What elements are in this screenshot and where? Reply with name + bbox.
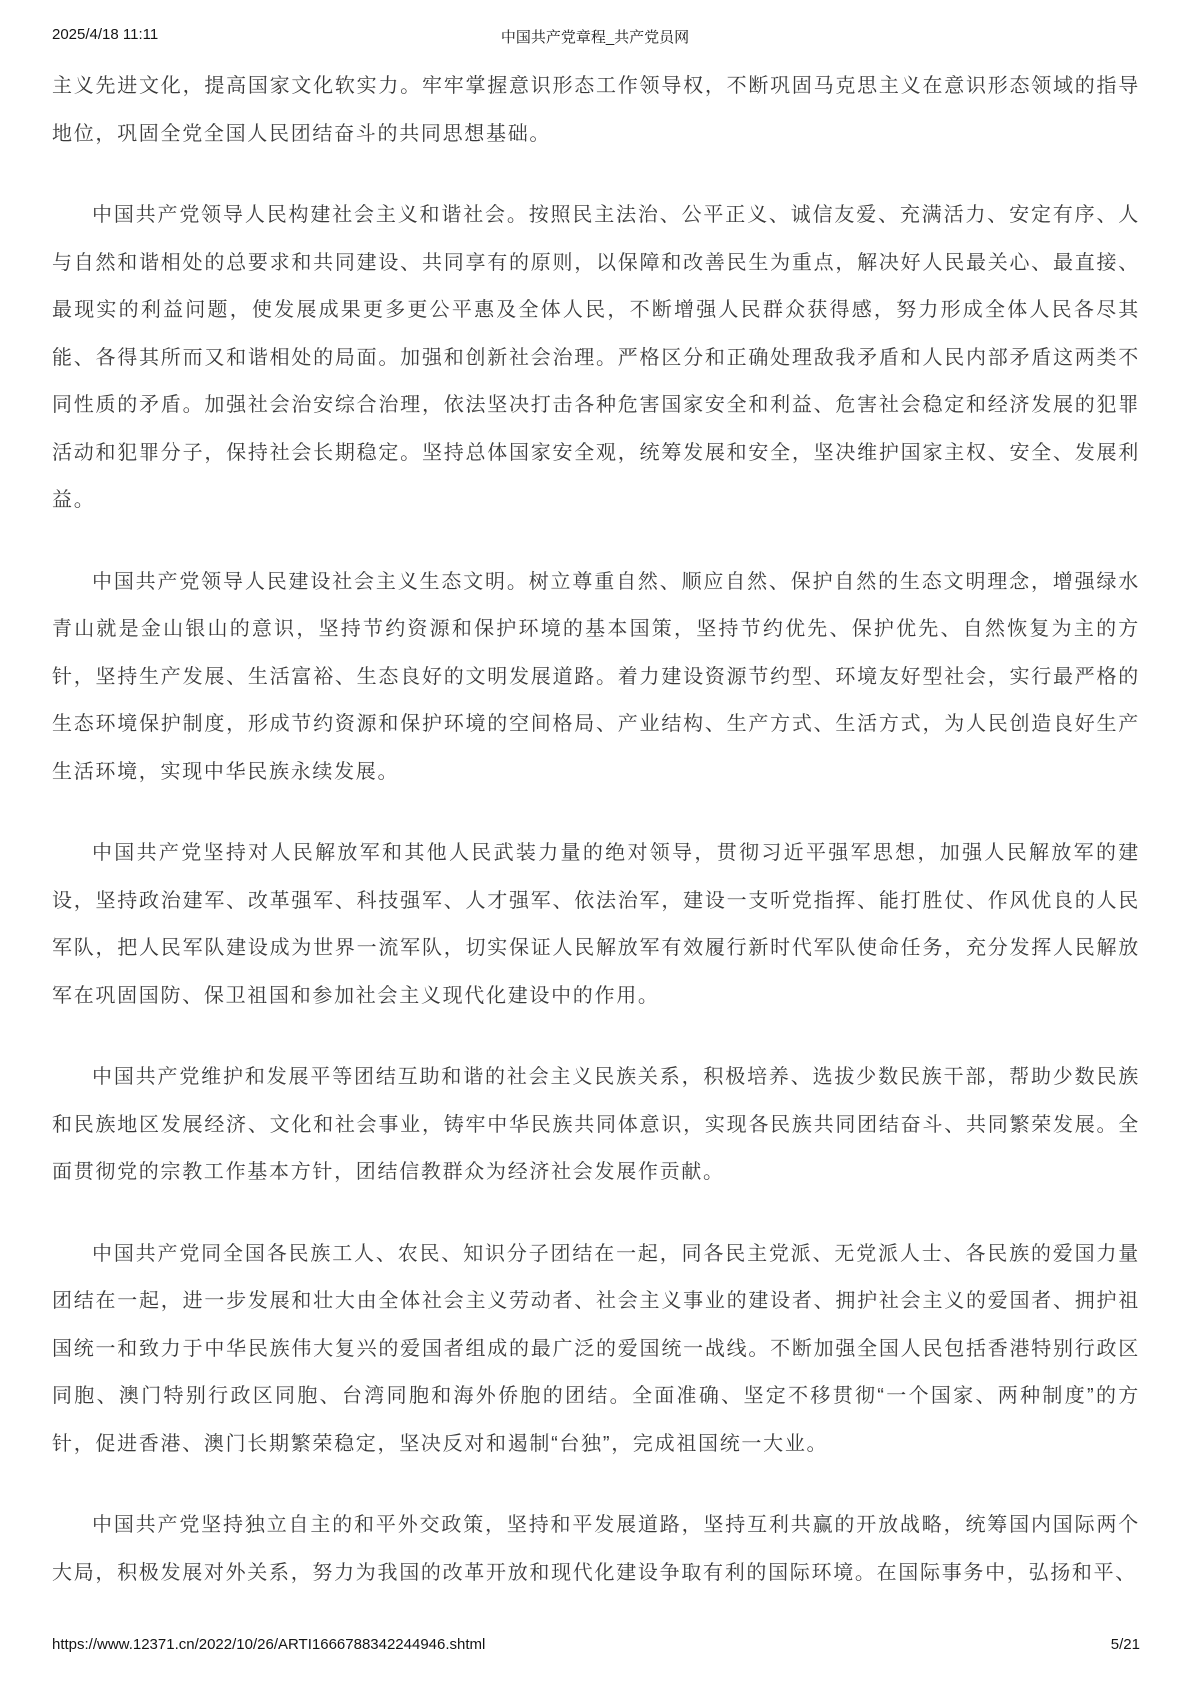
print-header-document-title: 中国共产党章程_共产党员网 [500,29,690,46]
print-header-datetime: 2025/4/18 11:11 [52,26,159,43]
print-footer-source-url: https://www.12371.cn/2022/10/26/ARTI1666788342244946.shtml [52,1636,486,1653]
paragraph-culture-continuation: 主义先进文化，提高国家文化软实力。牢牢掌握意识形态工作领导权，不断巩固马克思主义在意识形态领域的指导地位，巩固全党全国人民团结奋斗的共同思想基础。 [52,75,1140,145]
print-footer-page-indicator: 5/21 [1110,1636,1140,1653]
document-body [52,63,1140,1631]
paragraph-military-leadership: 中国共产党坚持对人民解放军和其他人民武装力量的绝对领导，贯彻习近平强军思想，加强人民解放军的建设，坚持政治建军、改革强军、科技强军、人才强军、依法治军，建设一支听党指挥、能打胜仗、作风优良的人民军队，把人民军队建设成为世界一流军队，切实保证人民解放军有效履行新时代军队使命任务，充分发挥人民解放军在巩固国防、保卫祖国和参加社会主义现代化建设中的作用。 [52,842,1140,1007]
paragraph-foreign-policy: 中国共产党坚持独立自主的和平外交政策，坚持和平发展道路，坚持互利共赢的开放战略，统筹国内国际两个大局，积极发展对外关系，努力为我国的改革开放和现代化建设争取有利的国际环境。在国际事务中，弘扬和平、 [52,1514,1140,1584]
paragraph-ethnic-relations: 中国共产党维护和发展平等团结互助和谐的社会主义民族关系，积极培养、选拔少数民族干部，帮助少数民族和民族地区发展经济、文化和社会事业，铸牢中华民族共同体意识，实现各民族共同团结奋斗、共同繁荣发展。全面贯彻党的宗教工作基本方针，团结信教群众为经济社会发展作贡献。 [52,1066,1140,1183]
paragraph-ecological-civilization: 中国共产党领导人民建设社会主义生态文明。树立尊重自然、顺应自然、保护自然的生态文明理念，增强绿水青山就是金山银山的意识，坚持节约资源和保护环境的基本国策，坚持节约优先、保护优先、自然恢复为主的方针，坚持生产发展、生活富裕、生态良好的文明发展道路。着力建设资源节约型、环境友好型社会，实行最严格的生态环境保护制度，形成节约资源和保护环境的空间格局、产业结构、生产方式、生活方式，为人民创造良好生产生活环境，实现中华民族永续发展。 [52,570,1140,783]
paragraph-united-front: 中国共产党同全国各民族工人、农民、知识分子团结在一起，同各民主党派、无党派人士、各民族的爱国力量团结在一起，进一步发展和壮大由全体社会主义劳动者、社会主义事业的建设者、拥护社会主义的爱国者、拥护祖国统一和致力于中华民族伟大复兴的爱国者组成的最广泛的爱国统一战线。不断加强全国人民包括香港特别行政区同胞、澳门特别行政区同胞、台湾同胞和海外侨胞的团结。全面准确、坚定不移贯彻“一个国家、两种制度”的方针，促进香港、澳门长期繁荣稳定，坚决反对和遏制“台独”，完成祖国统一大业。 [52,1242,1140,1455]
paragraph-harmonious-society: 中国共产党领导人民构建社会主义和谐社会。按照民主法治、公平正义、诚信友爱、充满活力、安定有序、人与自然和谐相处的总要求和共同建设、共同享有的原则，以保障和改善民生为重点，解决好人民最关心、最直接、最现实的利益问题，使发展成果更多更公平惠及全体人民，不断增强人民群众获得感，努力形成全体人民各尽其能、各得其所而又和谐相处的局面。加强和创新社会治理。严格区分和正确处理敌我矛盾和人民内部矛盾这两类不同性质的矛盾。加强社会治安综合治理，依法坚决打击各种危害国家安全和利益、危害社会稳定和经济发展的犯罪活动和犯罪分子，保持社会长期稳定。坚持总体国家安全观，统筹发展和安全，坚决维护国家主权、安全、发展利益。 [52,204,1140,511]
